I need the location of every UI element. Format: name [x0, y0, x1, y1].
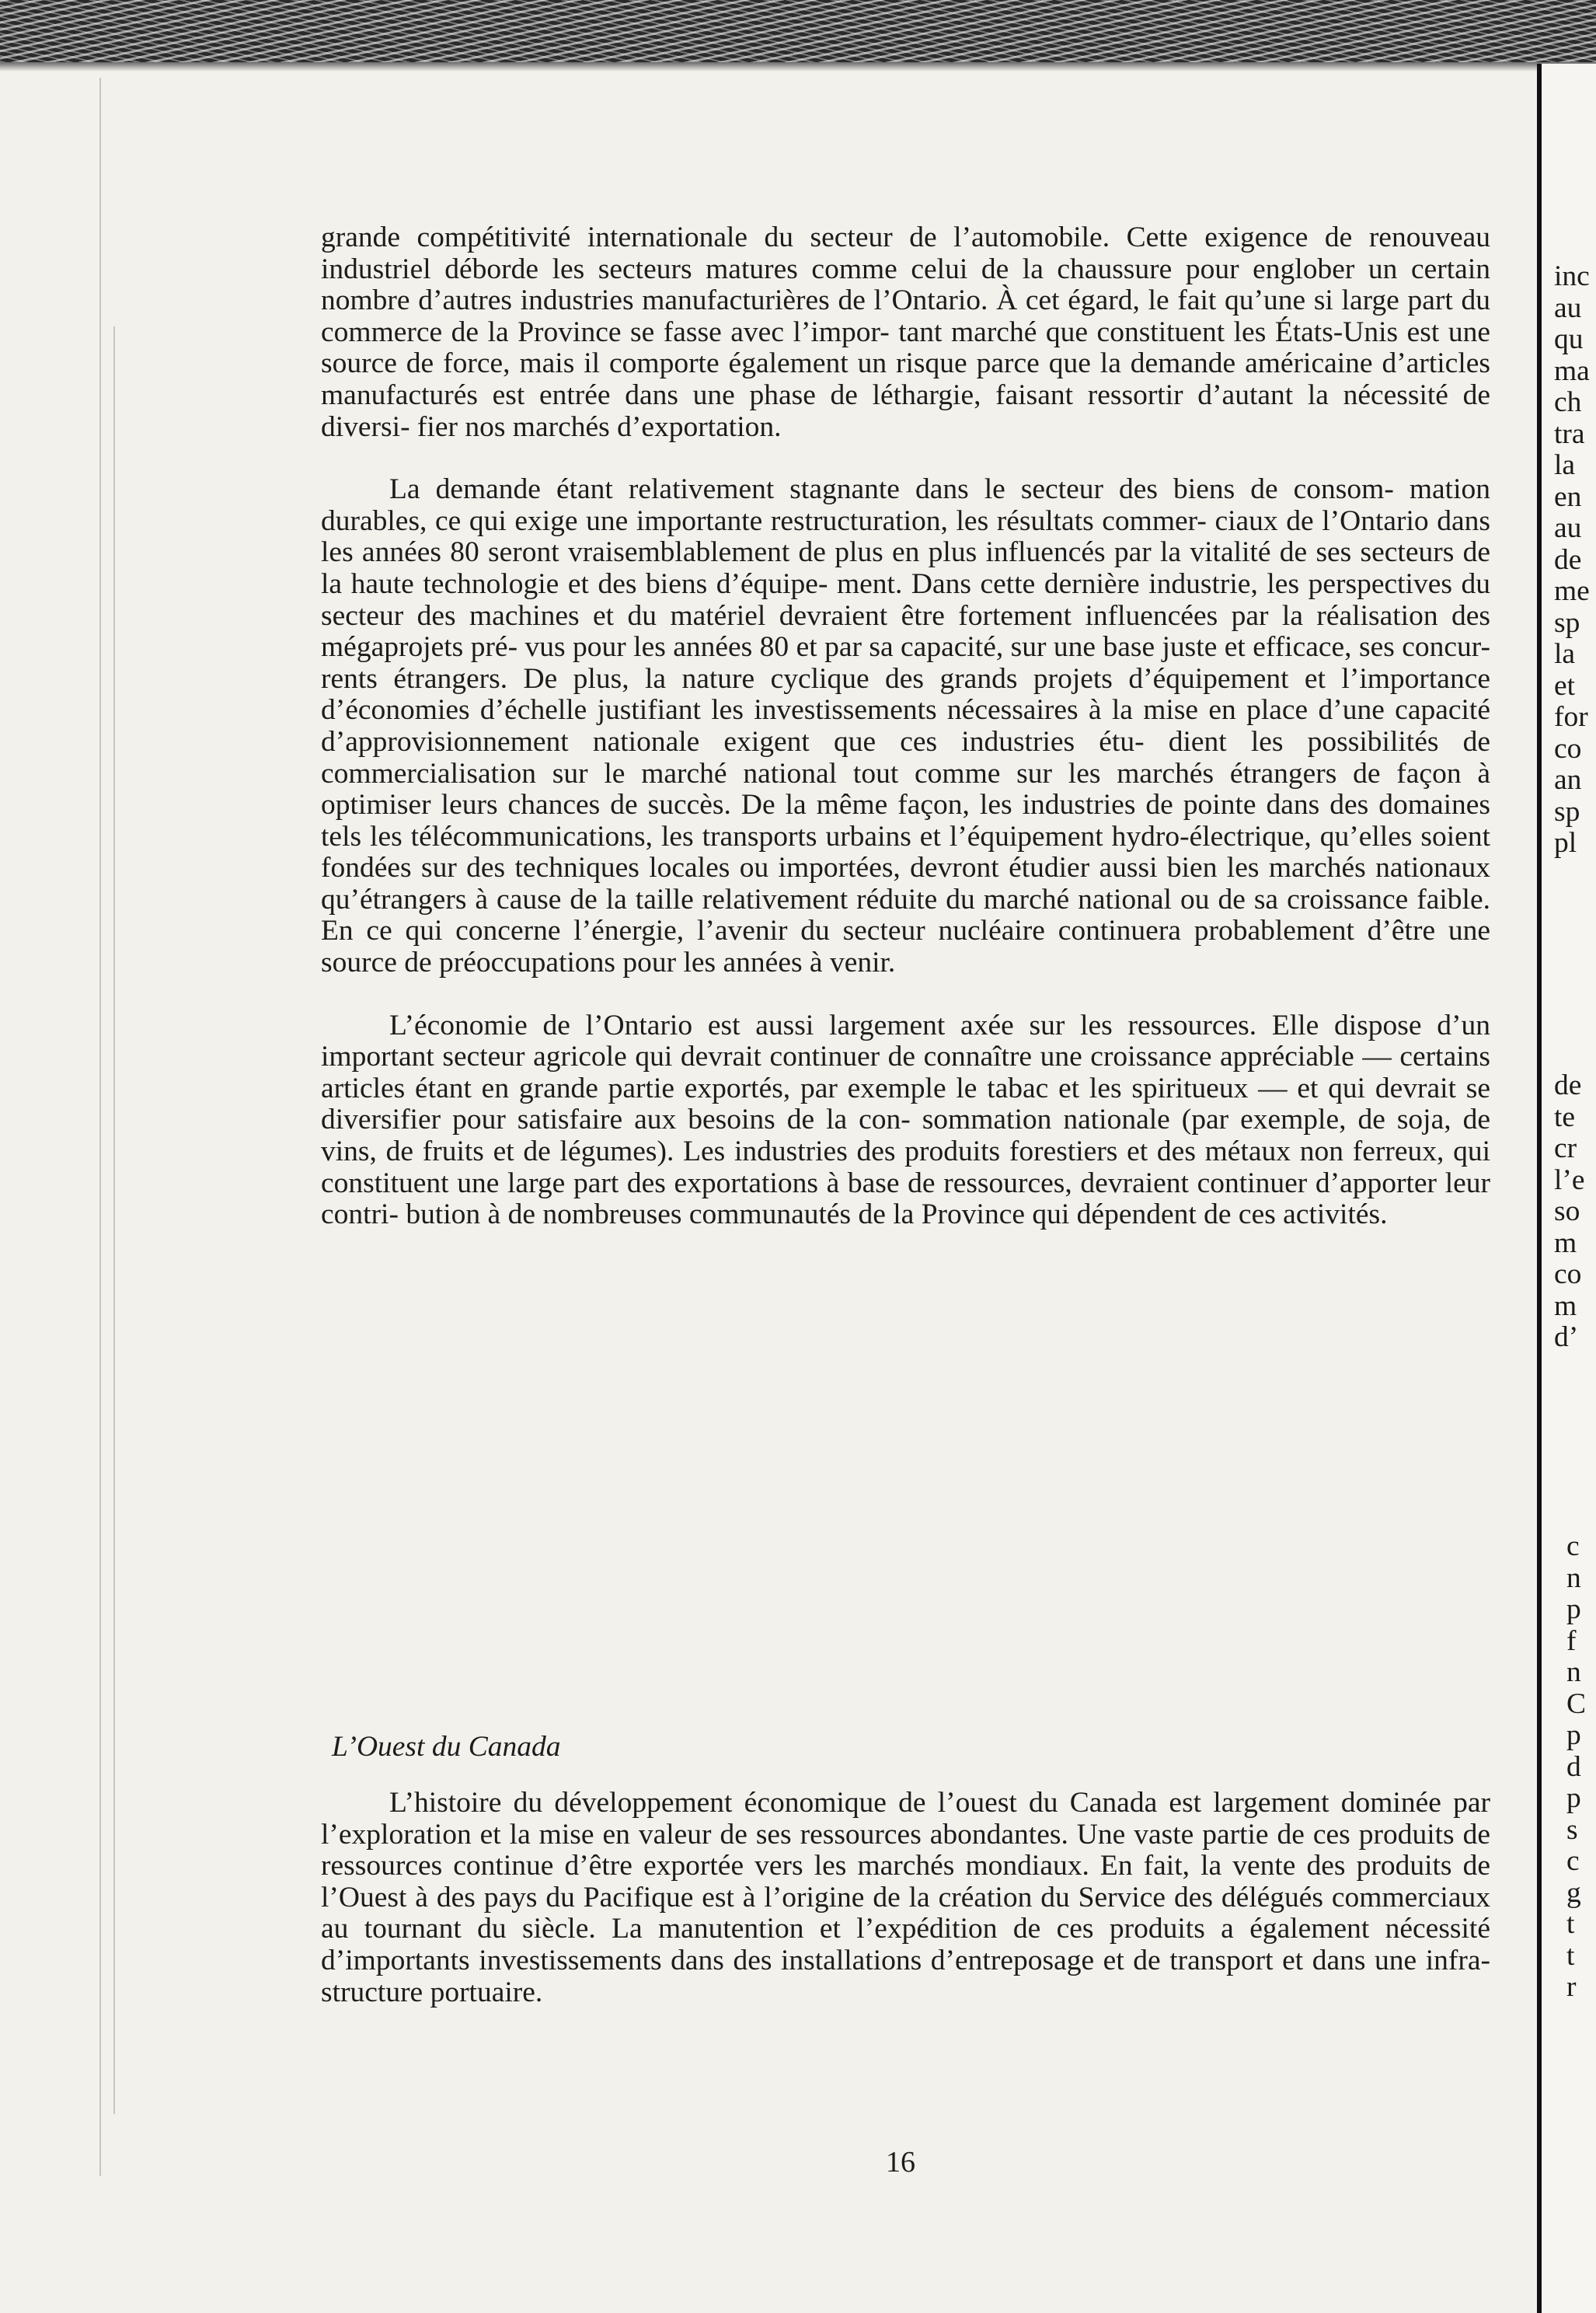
right-fragment: cr: [1554, 1132, 1577, 1164]
right-fragment: an: [1554, 764, 1582, 796]
right-fragment: co: [1554, 1258, 1582, 1290]
right-fragment: d: [1566, 1751, 1581, 1783]
right-fragment: p: [1566, 1593, 1581, 1625]
right-fragment: la: [1554, 449, 1576, 481]
scan-noise-band: [0, 0, 1596, 62]
paragraph-resource-economy: L’économie de l’Ontario est aussi largement axée sur les ressources. Elle dispose d’un important secteur agricole qui devrait continuer de connaître une croissance appréciable — certains articles étant en grande partie exportés, par exemple le tabac et les spiritueux — et qui devrait se diversifier pour satisfaire aux besoins de la con- sommation nationale (par exemple, de soja, de vins, de fruits et de légumes). Les industries des produits forestiers et des métaux non ferreux, qui constituent une large part des exportations à base de ressources, devraient continuer d’apporter leur contri- bution à de nombreuses communautés de la Province qui dépendent de ces activités.: [321, 1009, 1490, 1231]
right-fragment: ch: [1554, 386, 1582, 418]
right-fragment: de: [1554, 1069, 1582, 1101]
right-fragment: pl: [1554, 827, 1577, 859]
binding-shadow-line: [113, 326, 115, 2114]
section-heading-western-canada: L’Ouest du Canada: [332, 1731, 561, 1763]
right-fragment: te: [1554, 1101, 1576, 1133]
right-fragment: c: [1566, 1845, 1580, 1877]
right-fragment: f: [1566, 1625, 1577, 1657]
main-text-column: [321, 222, 1490, 1231]
page-number: 16: [886, 2146, 915, 2179]
right-fragment: au: [1554, 292, 1582, 324]
right-fragment: inc: [1554, 260, 1590, 292]
right-fragment: qu: [1554, 323, 1584, 355]
right-fragment: sp: [1554, 607, 1580, 639]
right-fragment: t: [1566, 1908, 1575, 1940]
right-fragment: t: [1566, 1940, 1575, 1972]
right-fragment: et: [1554, 670, 1576, 702]
right-fragment: co: [1554, 733, 1582, 765]
right-fragment: me: [1554, 575, 1590, 607]
right-fragment: tra: [1554, 418, 1585, 450]
paragraph-automobile-renewal: grande compétitivité internationale du secteur de l’automobile. Cette exigence de renouveau industriel déborde les secteurs matures comme celui de la chaussure pour englober un certain nombre d’autres industries manufacturières de l’Ontario. À cet égard, le fait qu’une si large part du commerce de la Province se fasse avec l’impor- tant marché que constituent les États-Unis est une source de force, mais il comporte également un risque parce que la demande américaine d’articles manufacturés est entrée dans une phase de léthargie, faisant ressortir d’autant la nécessité de diversi- fier nos marchés d’exportation.: [321, 222, 1490, 443]
scan-edge-shadow: [0, 62, 1596, 72]
right-fragment: ma: [1554, 355, 1590, 387]
right-fragment: for: [1554, 701, 1588, 733]
right-fragment: s: [1566, 1814, 1578, 1846]
right-fragment: n: [1566, 1656, 1581, 1688]
binding-shadow-line: [99, 78, 101, 2176]
right-fragment: m: [1554, 1290, 1577, 1322]
right-fragment: de: [1554, 544, 1582, 576]
right-fragment: C: [1566, 1688, 1587, 1720]
right-fragment: r: [1566, 1971, 1577, 2003]
western-canada-text-column: [321, 1788, 1490, 2008]
right-fragment: c: [1566, 1530, 1580, 1562]
right-fragment: en: [1554, 481, 1582, 513]
adjacent-page-fragments: [1554, 0, 1596, 2313]
right-fragment: d’: [1554, 1321, 1579, 1353]
right-fragment: p: [1566, 1719, 1581, 1751]
right-fragment: au: [1554, 512, 1582, 544]
right-fragment: m: [1554, 1227, 1577, 1259]
right-fragment: p: [1566, 1782, 1581, 1814]
paragraph-durable-goods: La demande étant relativement stagnante dans le secteur des biens de consom- mation durables, ce qui exige une importante restructuration, les résultats commer- ciaux de l’Ontario dans les années 80 seront vraisemblablement de plus en plus influencés par la vitalité de ses secteurs de la haute technologie et des biens d’équipe- ment. Dans cette dernière industrie, les perspectives du secteur des machines et du matériel devraient être fortement influencées par la réalisation des mégaprojets pré- vus pour les années 80 et par sa capacité, sur une base juste et efficace, ses concur- rents étrangers. De plus, la nature cyclique des grands projets d’équipement et l’importance d’économies d’échelle justifiant les investissements nécessaires à la mise en place d’une capacité d’approvisionnement nationale exigent que ces industries étu- dient les possibilités de commercialisation sur le marché national tout comme sur les marchés étrangers de façon à optimiser leurs chances de succès. De la même façon, les industries de pointe dans des domaines tels les télécommunications, les transports urbains et l’équipement hydro-électrique, qu’elles soient fondées sur des techniques locales ou importées, devront étudier aussi bien les marchés nationaux qu’étrangers à cause de la taille relativement réduite du marché national ou de sa croissance faible. En ce qui concerne l’énergie, l’avenir du secteur nucléaire continuera probablement d’être une source de préoccupations pour les années à venir.: [321, 473, 1490, 979]
right-fragment: so: [1554, 1195, 1580, 1227]
right-fragment: la: [1554, 638, 1576, 670]
right-fragment: g: [1566, 1877, 1581, 1909]
paragraph-western-development: L’histoire du développement économique de l’ouest du Canada est largement dominée par l’exploration et la mise en valeur de ses ressources abondantes. Une vaste partie de ces produits de ressources continue d’être exportée vers les marchés mondiaux. En fait, la vente des produits de l’Ouest à des pays du Pacifique est à l’origine de la création du Service des délégués commerciaux au tournant du siècle. La manutention et l’expédition de ces produits a également nécessité d’importants investissements dans des installations d’entreposage et de transport et dans une infra- structure portuaire.: [321, 1787, 1490, 2008]
right-fragment: n: [1566, 1562, 1581, 1594]
right-fragment: sp: [1554, 796, 1580, 828]
right-fragment: l’e: [1554, 1164, 1585, 1196]
